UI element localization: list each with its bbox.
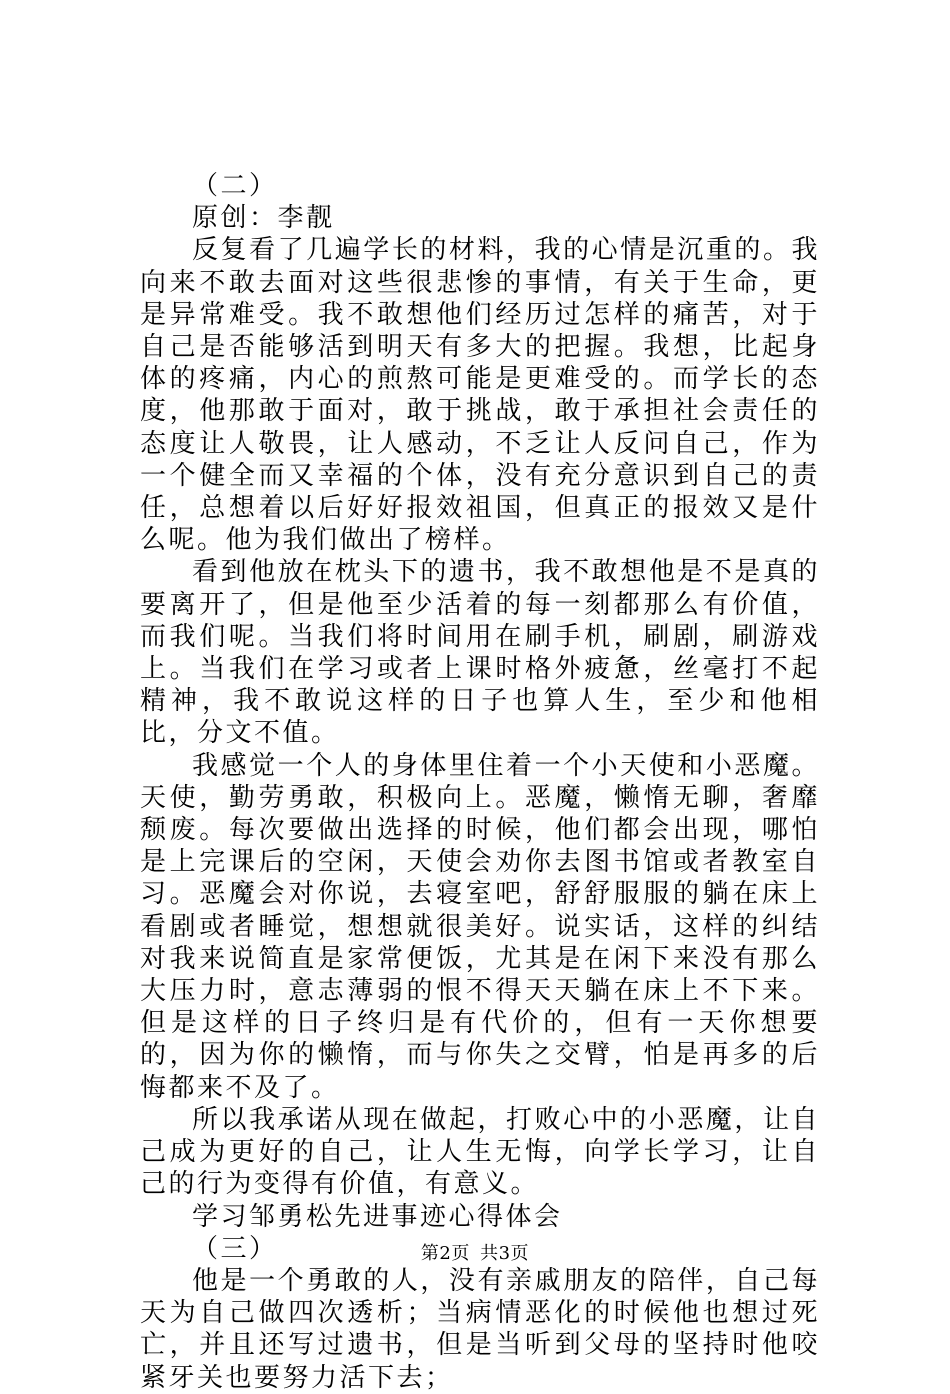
section-heading-3: （三） bbox=[192, 1233, 278, 1264]
body-paragraph: 我感觉一个人的身体里住着一个小天使和小恶魔。天使，勤劳勇敢，积极向上。恶魔，懒惰无聊，奢靡颓废。每次要做出选择的时候，他们都会出现，哪怕是上完课后的空闲，天使会劝你去图书馆或者教室自习。恶魔会对你说，去寝室吧，舒舒服服的躺在床上看剧或者睡觉，想想就很美好。说实话，这样的纠结对我来说简直是家常便饭，尤其是在闲下来没有那么大压力时，意志薄弱的恨不得天天躺在床上不下来。但是这样的日子终归是有代价的，但有一天你想要的，因为你的懒惰，而与你失之交臂，怕是再多的后悔都来不及了。 bbox=[140, 750, 820, 1103]
article-title: 学习邹勇松先进事迹心得体会 bbox=[192, 1201, 563, 1232]
body-paragraph: 他是一个勇敢的人，没有亲戚朋友的陪伴，自己每天为自己做四次透析；当病情恶化的时候他也想过死亡，并且还写过遗书，但是当听到父母的坚持时他咬紧牙关也要努力活下去； bbox=[140, 1265, 820, 1393]
body-paragraph: 反复看了几遍学长的材料，我的心情是沉重的。我向来不敢去面对这些很悲惨的事情，有关于生命，更是异常难受。我不敢想他们经历过怎样的痛苦，对于自己是否能够活到明天有多大的把握。我想，比起身体的疼痛，内心的煎熬可能是更难受的。而学长的态度，他那敢于面对，敢于挑战，敢于承担社会责任的态度让人敬畏，让人感动，不乏让人反问自己，作为一个健全而又幸福的个体，没有充分意识到自己的责任，总想着以后好好报效祖国，但真正的报效又是什么呢。他为我们做出了榜样。 bbox=[140, 235, 820, 556]
page-total: 共3页 bbox=[480, 1243, 530, 1264]
page-footer bbox=[0, 1242, 950, 1266]
section-heading-2: （二） bbox=[192, 171, 278, 201]
document-body bbox=[140, 170, 820, 1394]
body-paragraph: 所以我承诺从现在做起，打败心中的小恶魔，让自己成为更好的自己，让人生无悔，向学长学习，让自己的行为变得有价值，有意义。 bbox=[140, 1104, 820, 1200]
body-paragraph: 看到他放在枕头下的遗书，我不敢想他是不是真的要离开了，但是他至少活着的每一刻都那么有价值，而我们呢。当我们将时间用在刷手机，刷剧，刷游戏上。当我们在学习或者上课时格外疲惫，丝毫打不起精神，我不敢说这样的日子也算人生，至少和他相比，分文不值。 bbox=[140, 557, 820, 749]
page-number: 第2页 bbox=[420, 1243, 470, 1264]
author-line: 原创：李靓 bbox=[192, 203, 335, 234]
